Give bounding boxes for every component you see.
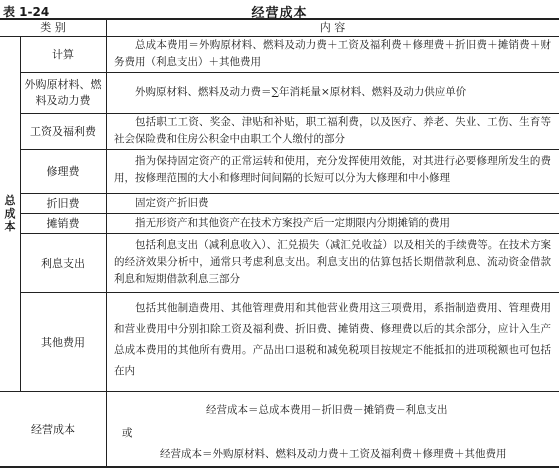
cost-table — [0, 18, 559, 468]
row-text-other: 包括其他制造费用、其他管理费用和其他营业费用这三项费用，系指制造费用、管理费用和营业费用中分别扣除工资及福利费、折旧费、摊销费、修理费以后的其余部分，应计入生产总成本费用的其他所有费用。产品出口退税和减免税项目按规定不能抵扣的进项税额也可包括在内 — [114, 302, 551, 377]
row-label-interest: 利息支出 — [41, 256, 85, 270]
row-text-repair: 指为保持固定资产的正常运转和使用，充分发挥使用效能，对其进行必要修理所发生的费用，按修理范围的大小和修理时间间隔的长短可以分为大修理和中小修理 — [114, 155, 551, 184]
category-column-rule — [106, 18, 107, 468]
table-title: 经营成本 — [251, 6, 308, 21]
row-label-wages: 工资及福利费 — [30, 125, 96, 138]
operating-formula-2: 经营成本＝外购原材料、燃料及动力费＋工资及福利费＋修理费＋其他费用 — [160, 448, 507, 460]
operating-or: 或 — [122, 427, 133, 439]
row-text-materials: 外购原材料、燃料及动力费＝∑年消耗量×原材料、燃料及动力供应单价 — [135, 86, 467, 98]
row-label-operating-cost: 经营成本 — [31, 422, 75, 436]
content-header: 内 容 — [319, 21, 346, 34]
row-label-calculation: 计算 — [52, 48, 74, 61]
row-label-amortization: 摊销费 — [46, 217, 80, 230]
row-text-depreciation: 固定资产折旧费 — [135, 197, 209, 209]
row-text-amortization: 指无形资产和其他资产在技术方案投产后一定期限内分期摊销的费用 — [135, 217, 450, 229]
row-label-repair: 修理费 — [46, 165, 80, 178]
row-text-calculation: 总成本费用＝外购原材料、燃料及动力费＋工资及福利费＋修理费＋折旧费＋摊销费＋财务费用（利息支出）＋其他费用 — [114, 39, 551, 68]
category-header: 类 别 — [40, 21, 66, 34]
row-text-wages: 包括职工工资、奖金、津贴和补贴，职工福利费，以及医疗、养老、失业、工伤、生育等社会保险费和住房公积金中由职工个人缴付的部分 — [114, 116, 551, 145]
operating-formula-1: 经营成本＝总成本费用－折旧费－摊销费－利息支出 — [206, 404, 448, 416]
table-header — [0, 0, 559, 20]
total-cost-group-label: 总 成 本 — [4, 194, 16, 233]
table-number: 表 1-24 — [3, 5, 50, 19]
row-text-interest: 包括利息支出（减利息收入）、汇兑损失（减汇兑收益）以及相关的手续费等。在技术方案的经济效果分析中，通常只考虑利息支出。利息支出的估算包括长期借款利息、流动资金借款利息和短期借款利息三部分 — [114, 239, 551, 285]
row-label-other: 其他费用 — [41, 335, 85, 349]
row-label-materials: 外购原材料、燃料及动力费 — [24, 77, 102, 107]
row-label-depreciation: 折旧费 — [46, 197, 80, 210]
